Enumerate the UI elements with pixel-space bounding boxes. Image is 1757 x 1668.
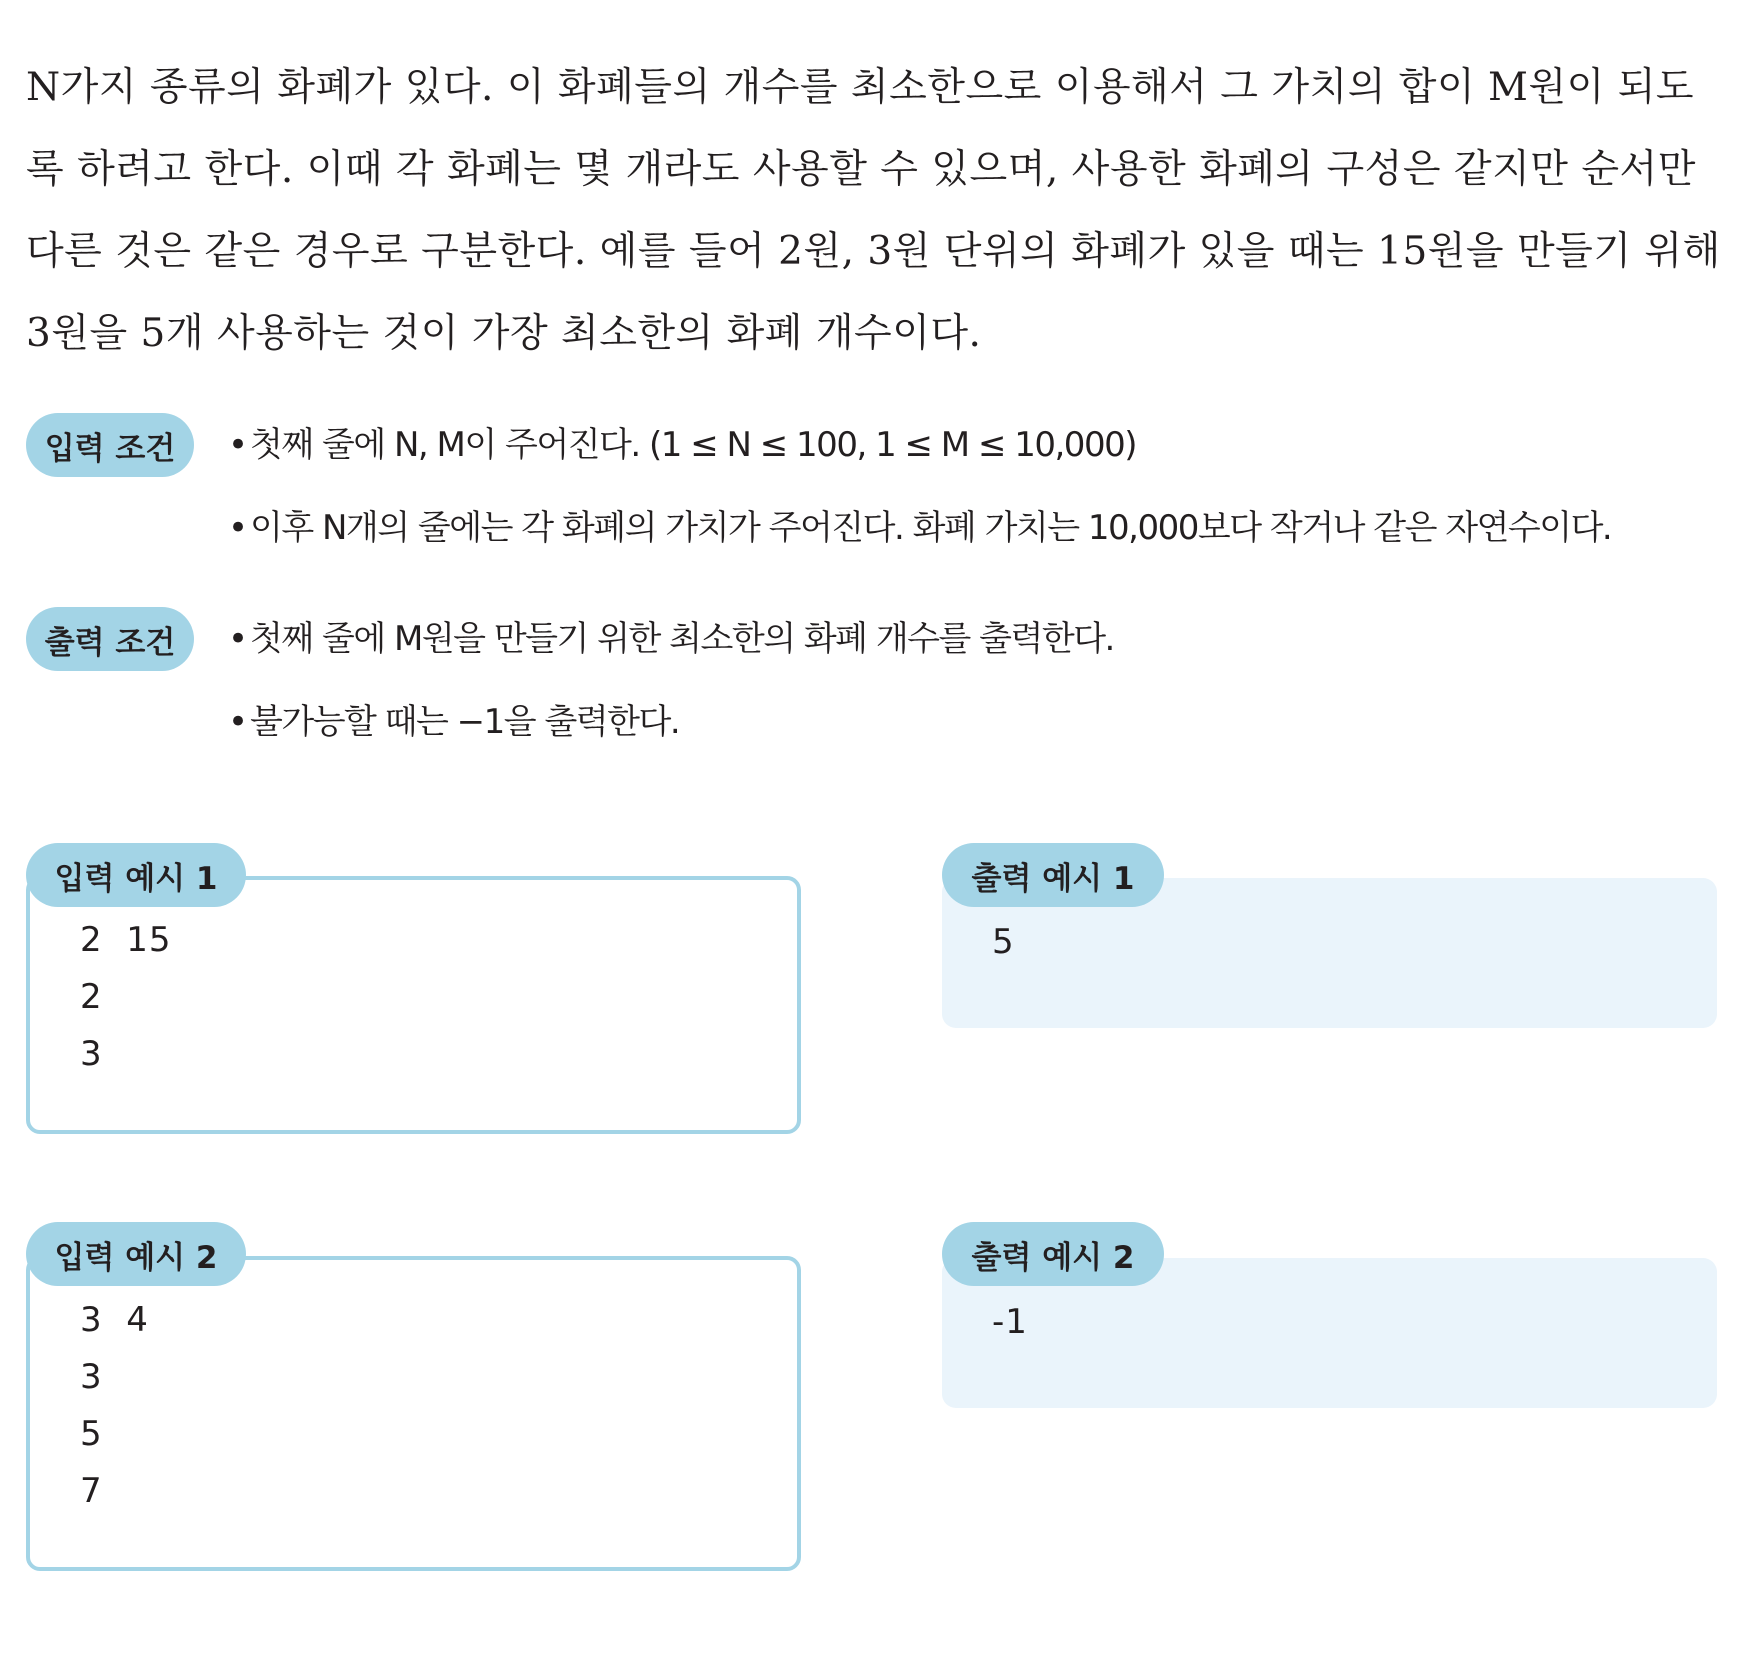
- bullet-mark: •: [228, 508, 247, 548]
- output-line: 5: [992, 922, 1015, 962]
- output-example-1-lines: [992, 914, 1015, 971]
- input-line: 5: [80, 1414, 103, 1454]
- input-condition-item: [228, 425, 1136, 465]
- input-example-1-label: 입력 예시 1: [26, 843, 246, 907]
- input-condition-item: [228, 508, 1611, 548]
- input-example-2-box: [26, 1256, 801, 1571]
- bullet-mark: •: [228, 702, 247, 742]
- output-condition-text: 첫째 줄에 M원을 만들기 위한 최소한의 화폐 개수를 출력한다.: [250, 619, 1114, 659]
- input-conditions-label: 입력 조건: [26, 413, 194, 477]
- input-line: 2 15: [80, 920, 172, 960]
- output-condition-item: [228, 619, 1114, 659]
- output-condition-text: 불가능할 때는 −1을 출력한다.: [250, 702, 680, 742]
- input-line: 2: [80, 977, 103, 1017]
- input-line: 3: [80, 1357, 103, 1397]
- output-example-2-label: 출력 예시 2: [942, 1222, 1164, 1286]
- output-line: -1: [992, 1302, 1028, 1342]
- description-line: 다른 것은 같은 경우로 구분한다. 예를 들어 2원, 3원 단위의 화폐가 있을 때는 15원을 만들기 위해: [26, 229, 1721, 274]
- input-example-2-lines: [80, 1292, 149, 1520]
- input-condition-text: 이후 N개의 줄에는 각 화폐의 가치가 주어진다. 화폐 가치는 10,000보다 작거나 같은 자연수이다.: [250, 508, 1612, 548]
- description-line: N가지 종류의 화폐가 있다. 이 화폐들의 개수를 최소한으로 이용해서 그 가치의 합이 M원이 되도: [26, 65, 1695, 110]
- description-line: 록 하려고 한다. 이때 각 화폐는 몇 개라도 사용할 수 있으며, 사용한 화폐의 구성은 같지만 순서만: [26, 147, 1696, 192]
- output-condition-item: [228, 702, 679, 742]
- problem-description: [26, 47, 1731, 375]
- input-condition-text: 첫째 줄에 N, M이 주어진다. (1 ≤ N ≤ 100, 1 ≤ M ≤ 10,000): [250, 425, 1136, 465]
- bullet-mark: •: [228, 619, 247, 659]
- input-line: 3: [80, 1034, 103, 1074]
- input-example-1-box: [26, 876, 801, 1134]
- output-example-2-lines: [992, 1294, 1028, 1351]
- output-example-1-label: 출력 예시 1: [942, 843, 1164, 907]
- input-example-2-label: 입력 예시 2: [26, 1222, 246, 1286]
- output-conditions-label: 출력 조건: [26, 607, 194, 671]
- input-line: 7: [80, 1471, 103, 1511]
- bullet-mark: •: [228, 425, 247, 465]
- input-example-1-lines: [80, 912, 172, 1083]
- description-line: 3원을 5개 사용하는 것이 가장 최소한의 화폐 개수이다.: [26, 311, 982, 356]
- input-line: 3 4: [80, 1300, 149, 1340]
